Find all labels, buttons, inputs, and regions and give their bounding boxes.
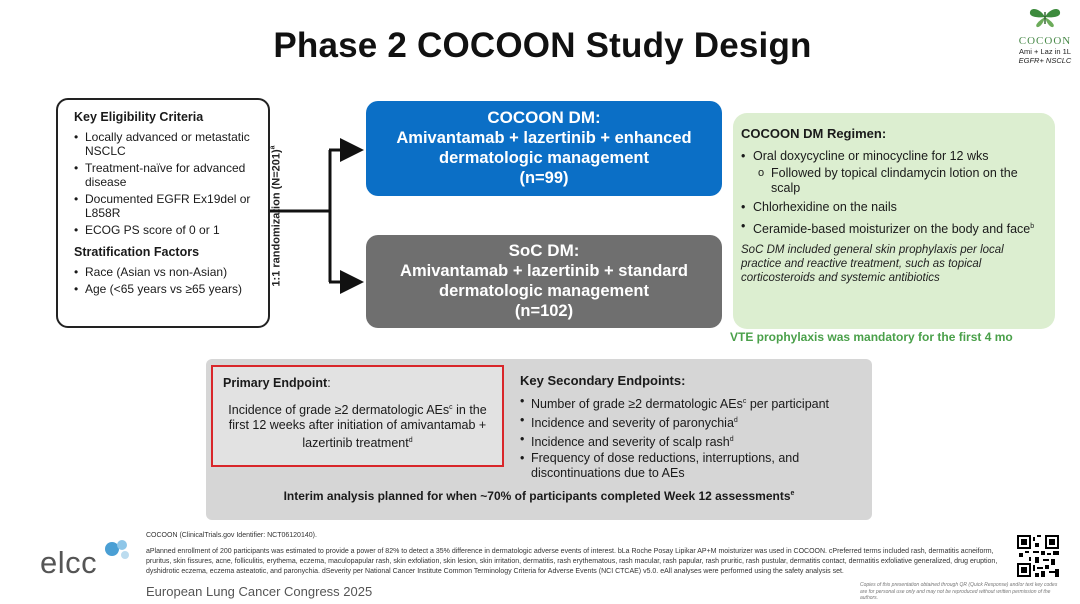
secondary-item	[520, 413, 870, 431]
copyright-notice: Copies of this presentation obtained through QR (Quick Response) and/or text key codes are for personal use only and may not be reproduced without written permission of the authors.	[860, 582, 1058, 601]
secondary-item-text: per participant	[746, 397, 830, 412]
dm-arm-line-2: Amivantamab + lazertinib + enhanced	[396, 129, 692, 147]
logo-wordmark: COCOON	[1018, 35, 1072, 47]
primary-endpoint-title: Primary Endpoint	[223, 376, 328, 390]
interim-text: Interim analysis planned for when ~70% of participants completed Week 12 assessments	[283, 489, 791, 503]
primary-endpoint-text	[223, 400, 492, 451]
dm-arm-line-3: dermatologic management	[439, 149, 649, 167]
primary-footnote-c: c	[449, 404, 453, 411]
interim-analysis	[206, 489, 872, 503]
randomization-label	[270, 145, 283, 286]
secondary-item-text: Incidence and severity of paronychia	[531, 416, 734, 431]
dm-arm-n: (n=99)	[519, 169, 569, 187]
stratification-item: • Race (Asian vs non-Asian)	[74, 265, 258, 279]
primary-text-b: in the first 12 weeks after initiation of amivantamab + lazertinib treatment	[228, 403, 487, 451]
randomization-text: 1:1 randomization (N=201)	[270, 149, 283, 287]
soc-arm-n: (n=102)	[514, 302, 574, 320]
regimen-item: • Oral doxycycline or minocycline for 12 wks	[741, 149, 1045, 164]
stratification-item: • Age (<65 years vs ≥65 years)	[74, 282, 258, 296]
secondary-item-text: Number of grade ≥2 dermatologic AEs	[531, 397, 743, 412]
elcc-logo	[40, 545, 160, 581]
eligibility-item: • ECOG PS score of 0 or 1	[74, 223, 258, 237]
soc-arm-title: SoC DM:	[508, 241, 580, 260]
eligibility-heading: Key Eligibility Criteria	[74, 110, 204, 124]
primary-footnote-d: d	[408, 437, 413, 445]
secondary-footnote: c	[742, 398, 747, 405]
secondary-item	[520, 432, 870, 450]
slide-title: Phase 2 COCOON Study Design	[273, 26, 812, 65]
eligibility-item: • Locally advanced or metastatic NSCLC	[74, 130, 258, 158]
regimen-subitem: o Followed by topical clindamycin lotion on the scalp	[741, 166, 1045, 196]
soc-dm-arm	[366, 235, 722, 328]
qr-code-icon[interactable]	[1017, 535, 1059, 577]
regimen-item-text: Ceramide-based moisturizer on the body and face	[753, 222, 1031, 237]
dm-arm-title: COCOON DM:	[487, 108, 601, 127]
stratification-list	[74, 265, 258, 296]
footnote-text: aPlanned enrollment of 200 participants was estimated to provide a power of 82% to detect a 35% difference in dermatologic adverse events of interest. bLa Roche Posay Lipikar AP+M moisturizer was used in COCOON. cPreferred terms included rash, dermatitis acneiform, pruritus, skin fissures, acne, folliculitis, erythema, eczema, maculopapular rash, skin exfoliation, skin lesion, skin irritation, dermatitis, rash erythematous, rash macular, rash papular, rash pruritic, rash pustular, dermatitis contact, dermatitis exfoliative generalized, drug eruption, dyshidrotic eczema, eczema asteatotic, and paronychia. dSeverity per National Cancer Institute Common Terminology Criteria for Adverse Events (NCI CTCAE) v5.0. eAll analyses were performed using the safety analysis set.	[146, 548, 998, 575]
eligibility-list	[74, 130, 258, 237]
regimen-footnote: b	[1030, 223, 1035, 230]
secondary-footnote: d	[729, 436, 734, 444]
secondary-item: • Frequency of dose reductions, interruptions, and discontinuations due to AEs	[520, 451, 870, 481]
primary-endpoint-box	[211, 365, 504, 467]
cocoon-dm-arm	[366, 101, 722, 196]
primary-text-a: Incidence of grade ≥2 dermatologic AEs	[228, 403, 450, 418]
logo-line-1: Ami + Laz in 1L	[1019, 47, 1071, 56]
elcc-wordmark: elcc	[40, 545, 98, 580]
regimen-list	[741, 149, 1045, 237]
cocoon-logo	[1012, 6, 1078, 65]
primary-endpoint-colon: :	[327, 376, 331, 390]
secondary-footnote: d	[733, 417, 738, 425]
trial-identifier: COCOON (ClinicalTrials.gov Identifier: NCT06120140).	[146, 532, 317, 539]
elcc-lung-icon	[98, 539, 138, 567]
logo-line-2: EGFR+ NSCLC	[1018, 56, 1072, 65]
primary-endpoint-heading	[223, 376, 492, 390]
eligibility-box	[56, 98, 270, 328]
secondary-item-text: Incidence and severity of scalp rash	[531, 435, 730, 450]
congress-name: European Lung Cancer Congress 2025	[146, 584, 373, 599]
secondary-list	[520, 394, 870, 481]
regimen-panel	[733, 113, 1055, 329]
secondary-item	[520, 394, 870, 412]
regimen-item: • Chlorhexidine on the nails	[741, 200, 1045, 215]
butterfly-icon	[1028, 6, 1062, 28]
randomization-footnote: a	[269, 145, 277, 150]
stratification-heading: Stratification Factors	[74, 245, 200, 259]
regimen-item	[741, 219, 1045, 237]
footnotes	[146, 531, 1006, 577]
soc-dm-note: SoC DM included general skin prophylaxis per local practice and reactive treatment, such as topical corticosteroids and systemic antibiotics	[741, 244, 1004, 285]
secondary-heading: Key Secondary Endpoints:	[520, 373, 686, 388]
regimen-heading: COCOON DM Regimen:	[741, 126, 887, 141]
interim-footnote: e	[790, 490, 795, 497]
eligibility-item: • Treatment-naïve for advanced disease	[74, 161, 258, 189]
vte-note: VTE prophylaxis was mandatory for the first 4 mo	[730, 330, 1013, 344]
eligibility-item: • Documented EGFR Ex19del or L858R	[74, 192, 258, 220]
soc-arm-line-2: Amivantamab + lazertinib + standard	[400, 262, 688, 280]
soc-arm-line-3: dermatologic management	[439, 282, 649, 300]
secondary-endpoints	[520, 373, 870, 482]
